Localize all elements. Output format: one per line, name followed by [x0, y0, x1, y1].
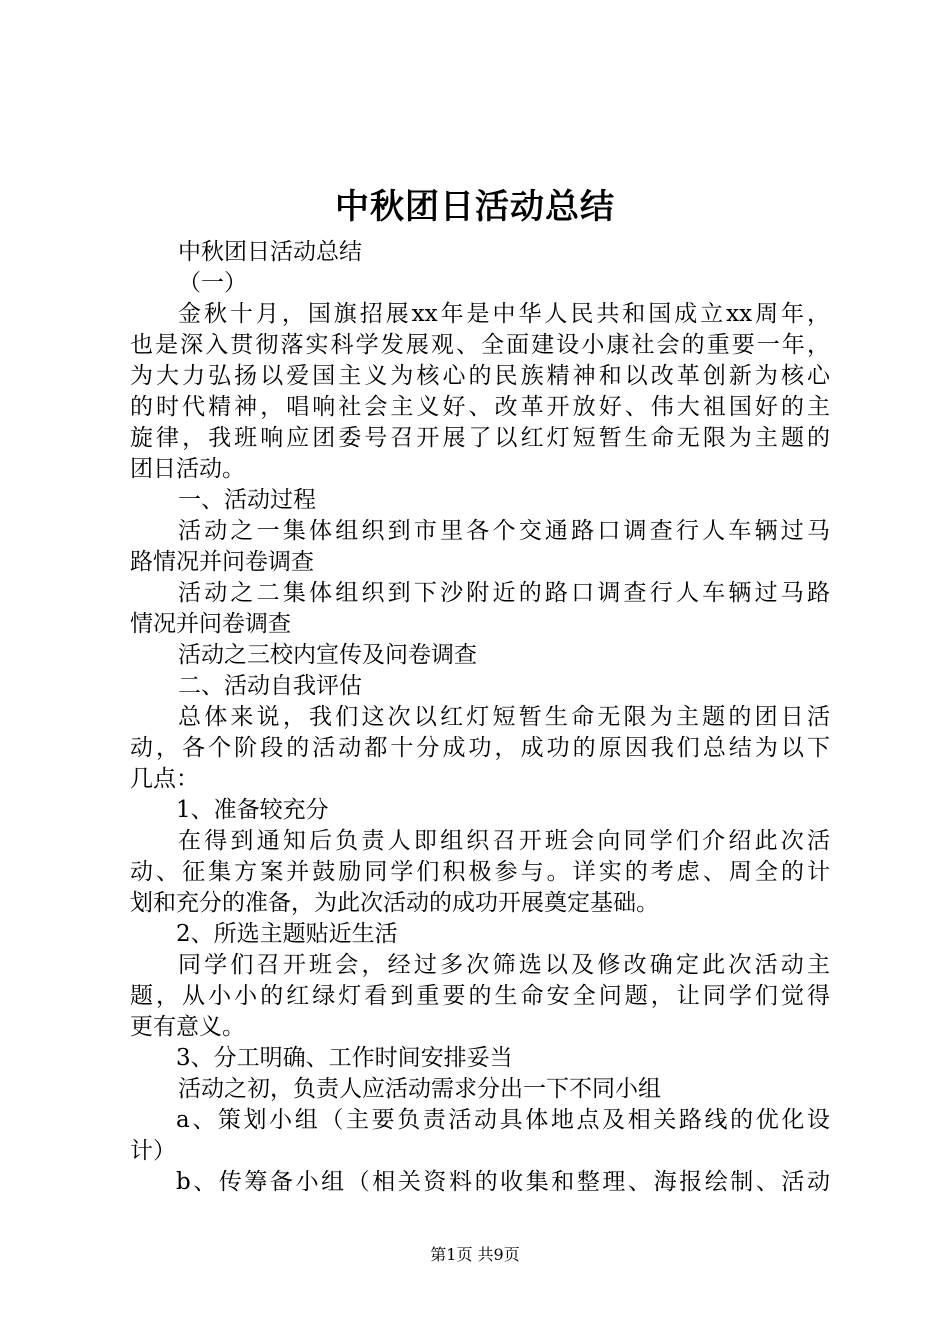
paragraph-line: 动、征集方案并鼓励同学们积极参与。详实的考虑、周全的计 — [130, 859, 830, 885]
document-title: 中秋团日活动总结 — [335, 187, 615, 227]
subtitle-line: 中秋团日活动总结 — [178, 239, 362, 265]
paragraph-line: 划和充分的准备，为此次活动的成功开展奠定基础。 — [130, 890, 659, 916]
paragraph-line: 在得到通知后负责人即组织召开班会向同学们介绍此次活 — [178, 828, 830, 854]
list-item-line: a、策划小组（主要负责活动具体地点及相关路线的优化设 — [176, 1107, 830, 1133]
paragraph-line: 活动之二集体组织到下沙附近的路口调查行人车辆过马路 — [178, 580, 830, 606]
paragraph-line: 的时代精神，唱响社会主义好、改革开放好、伟大祖国好的主 — [130, 394, 830, 420]
paragraph-line: 活动之初，负责人应活动需求分出一下不同小组 — [178, 1076, 661, 1102]
paragraph-line: 动，各个阶段的活动都十分成功，成功的原因我们总结为以下 — [130, 735, 830, 761]
list-item-line: b、传筹备小组（相关资料的收集和整理、海报绘制、活动 — [176, 1169, 830, 1195]
paragraph-line: 几点： — [130, 766, 199, 792]
paragraph-line: 团日活动。 — [130, 456, 245, 482]
paragraph-line: 也是深入贯彻落实科学发展观、全面建设小康社会的重要一年， — [130, 332, 830, 358]
paragraph-line: 金秋十月，国旗招展xx年是中华人民共和国成立xx周年， — [178, 301, 830, 327]
document-body — [130, 237, 830, 1198]
paragraph-line: 总体来说，我们这次以红灯短暂生命无限为主题的团日活 — [178, 704, 830, 730]
paragraph-line: 更有意义。 — [130, 1014, 245, 1040]
paragraph-line: 旋律，我班响应团委号召开展了以红灯短暂生命无限为主题的 — [130, 425, 830, 451]
paragraph-line: 同学们召开班会，经过多次筛选以及修改确定此次活动主 — [178, 952, 830, 978]
section-heading: 二、活动自我评估 — [178, 673, 362, 699]
subsection-heading: 3、分工明确、工作时间安排妥当 — [176, 1045, 513, 1071]
list-item-line: 计） — [130, 1138, 176, 1164]
paragraph-line: 为大力弘扬以爱国主义为核心的民族精神和以改革创新为核心 — [130, 363, 830, 389]
paragraph-line: 情况并问卷调查 — [130, 611, 291, 637]
section-heading: 一、活动过程 — [178, 487, 316, 513]
paragraph-line: 活动之三校内宣传及问卷调查 — [178, 642, 477, 668]
page-number-footer: 第1页 共9页 — [430, 1245, 520, 1264]
subsection-heading: 1、准备较充分 — [176, 797, 329, 823]
subsection-heading: 2、所选主题贴近生活 — [176, 921, 398, 947]
paragraph-line: 路情况并问卷调查 — [130, 549, 314, 575]
paragraph-line: 题，从小小的红绿灯看到重要的生命安全问题，让同学们觉得 — [130, 983, 830, 1009]
section-marker: （一） — [178, 270, 247, 296]
paragraph-line: 活动之一集体组织到市里各个交通路口调查行人车辆过马 — [178, 518, 830, 544]
